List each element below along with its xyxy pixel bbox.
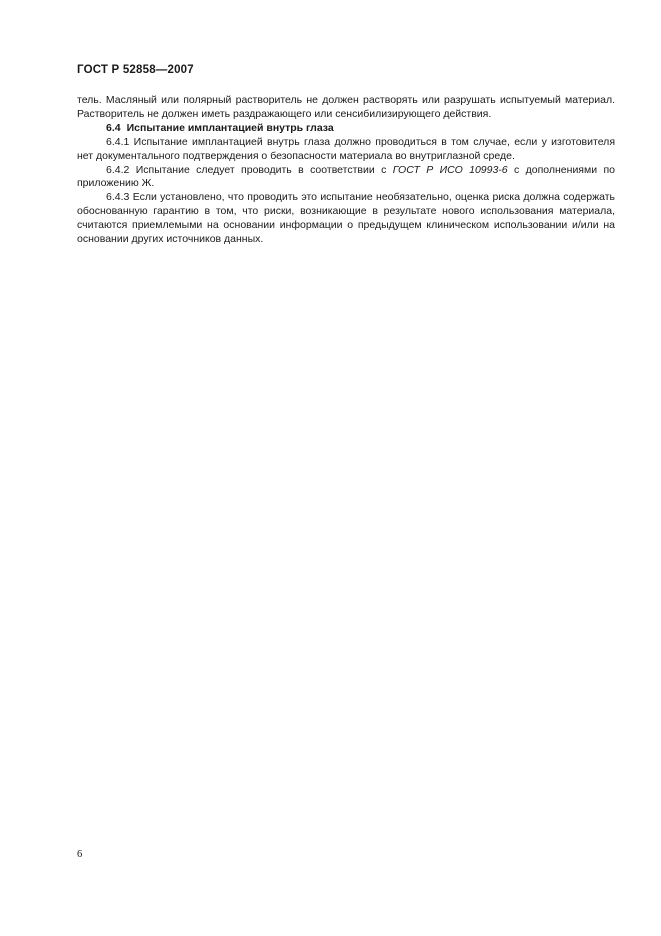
paragraph-6-4-1: 6.4.1 Испытание имплантацией внутрь глаза должно проводиться в том случае, если у изготовителя нет документального подтверждения о безопасности материала во внутриглазной среде. xyxy=(77,135,615,162)
paragraph-6-4-2-end: с дополнениями по приложению Ж. xyxy=(77,163,615,190)
section-number: 6.4 xyxy=(106,121,121,134)
body-text xyxy=(77,94,615,247)
paragraph-6-4-3: 6.4.3 Если установлено, что проводить это испытание необязательно, оценка риска должна содержать обоснованную гарантию в том, что риски, возникающие в результате нового использования материала, считаются приемлемыми на основании информации о предыдущем клиническом использовании и/или на основании других источников данных. xyxy=(77,191,615,246)
page-number: 6 xyxy=(77,849,83,860)
standard-reference: ГОСТ Р ИСО 10993-6 xyxy=(392,163,508,176)
section-title: Испытание имплантацией внутрь глаза xyxy=(126,121,334,134)
paragraph-continuation: тель. Масляный или полярный растворитель не должен растворять или разрушать испытуемый материал. Растворитель не должен иметь раздражающего или сенсибилизирующего действия. xyxy=(77,94,615,120)
paragraph-6-4-2 xyxy=(77,164,615,192)
paragraph-6-4-2-text: 6.4.2 Испытание следует проводить в соответствии с xyxy=(106,163,393,176)
document-header: ГОСТ Р 52858—2007 xyxy=(77,64,194,76)
section-heading xyxy=(77,122,615,136)
